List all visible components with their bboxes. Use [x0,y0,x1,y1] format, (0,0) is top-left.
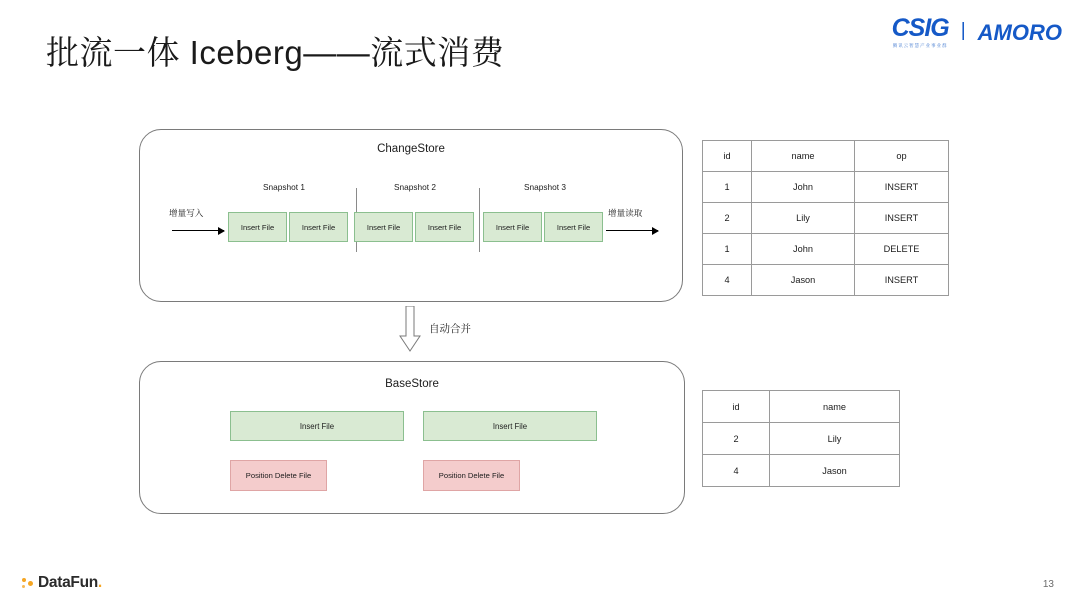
cell-id: 2 [703,203,752,234]
snapshot-2-label: Snapshot 2 [394,182,436,192]
cell-name: Jason [752,265,855,296]
insert-file-box: Insert File [289,212,348,242]
snapshot-divider [479,188,480,252]
dots-icon [22,576,35,590]
snapshot-1-label: Snapshot 1 [263,182,305,192]
read-arrow-icon [606,230,658,231]
datafun-brand: DataFun [38,574,98,591]
cell-id: 1 [703,172,752,203]
change-store-panel [139,129,683,302]
incremental-write-label: 增量写入 [169,208,204,218]
change-store-table [702,140,949,296]
column-header-name: name [752,141,855,172]
table-row [703,265,949,296]
base-insert-file-box: Insert File [230,411,404,441]
cell-id: 4 [703,265,752,296]
cell-op: INSERT [855,203,949,234]
insert-file-box: Insert File [415,212,474,242]
position-delete-file-box: Position Delete File [423,460,520,491]
insert-file-box: Insert File [354,212,413,242]
write-arrow-icon [172,230,224,231]
table-row [703,234,949,265]
base-store-panel [139,361,685,514]
column-header-op: op [855,141,949,172]
insert-file-box: Insert File [228,212,287,242]
csig-logo-subtitle: 腾讯云智慧产业事业群 [892,43,948,48]
datafun-logo-text [38,574,102,592]
brand-separator: | [960,19,966,41]
base-store-table [702,390,900,487]
cell-name: John [752,234,855,265]
cell-op: INSERT [855,265,949,296]
position-delete-file-box: Position Delete File [230,460,327,491]
incremental-read-label: 增量读取 [608,208,643,218]
cell-id: 1 [703,234,752,265]
cell-name: Lily [752,203,855,234]
insert-file-box: Insert File [483,212,542,242]
cell-name: John [752,172,855,203]
table-header-row [703,391,900,423]
cell-op: INSERT [855,172,949,203]
cell-op: DELETE [855,234,949,265]
table-row [703,203,949,234]
table-row [703,455,900,487]
datafun-brand-dot: . [97,574,102,591]
column-header-id: id [703,141,752,172]
cell-id: 2 [703,423,770,455]
csig-logo-text: CSIG [891,14,949,42]
brand-logo [892,16,1062,49]
csig-logo [892,16,949,49]
column-header-id: id [703,391,770,423]
page-title: 批流一体 Iceberg——流式消费 [46,34,505,71]
table-row [703,172,949,203]
column-header-name: name [770,391,900,423]
cell-id: 4 [703,455,770,487]
cell-name: Jason [770,455,900,487]
change-store-title: ChangeStore [377,143,445,155]
table-row [703,423,900,455]
amoro-logo-text: AMORO [977,19,1062,45]
cell-name: Lily [770,423,900,455]
insert-file-box: Insert File [544,212,603,242]
table-header-row [703,141,949,172]
base-store-title: BaseStore [385,378,439,390]
page-number: 13 [1042,579,1054,590]
snapshot-3-label: Snapshot 3 [524,182,566,192]
auto-merge-label: 自动合并 [429,323,471,335]
auto-merge-arrow-icon [399,306,421,352]
datafun-logo [22,574,102,592]
base-insert-file-box: Insert File [423,411,597,441]
